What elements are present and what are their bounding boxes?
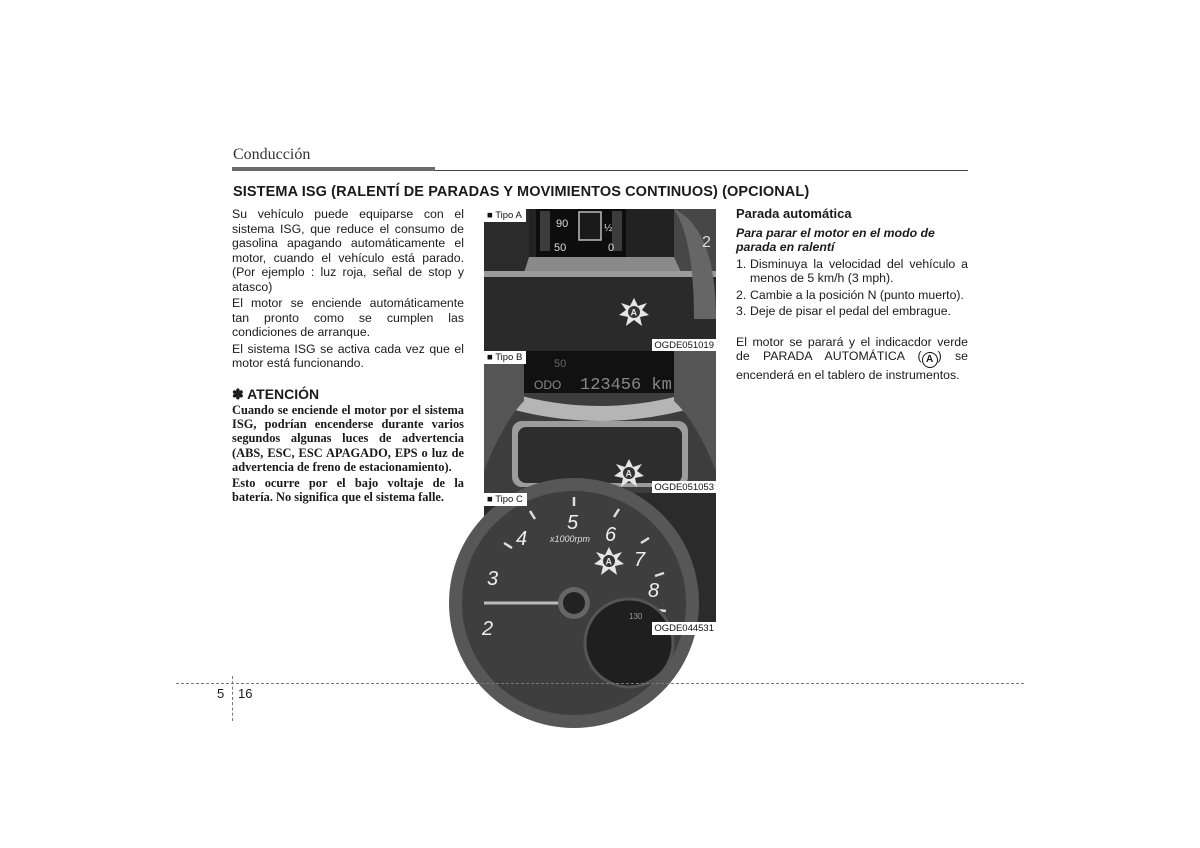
cluster-type-b-illustration	[484, 351, 716, 494]
attention-paragraph-2: Esto ocurre por el bajo voltaje de la batería. No significa que el sistema falle.	[232, 476, 464, 505]
activation-paragraph: El sistema ISG se activa cada vez que el motor está funcionando.	[232, 341, 464, 370]
figure-tipo-a	[484, 209, 716, 352]
list-item: 2. Cambie a la posición N (punto muerto).	[736, 287, 964, 302]
steps-list	[736, 257, 968, 319]
cluster-type-a-illustration	[484, 209, 716, 352]
svg-text:A: A	[630, 307, 637, 318]
right-column	[736, 207, 968, 383]
rpm-2: 2	[482, 618, 494, 640]
section-title: Conducción	[233, 146, 311, 163]
list-item: 3. Deje de pisar el pedal del embrague.	[736, 304, 951, 318]
auto-stop-paragraph: El motor se parará y el indicacdor verde de PARADA AUTOMÁTICA ( A ) se encenderá en el tablero de instrumentos.	[736, 334, 968, 382]
auto-stop-indicator-icon: A	[922, 352, 938, 368]
gauge-mark-90: 90	[556, 218, 569, 230]
gauge-mark-0: 0	[608, 242, 615, 254]
gauge-mark-50: 50	[554, 242, 567, 254]
svg-text:A: A	[605, 556, 612, 567]
header-rule	[435, 170, 968, 171]
rpm-3: 3	[487, 568, 499, 590]
list-item: 1. Disminuya la velocidad del vehículo a menos de 5 km/h (3 mph).	[736, 256, 968, 285]
footer-divider	[232, 676, 233, 721]
rpm-8: 8	[648, 580, 660, 602]
figure-tipo-b	[484, 351, 716, 494]
svg-text:A: A	[625, 468, 632, 479]
page-number: 16	[238, 686, 253, 701]
attention-paragraph-1: Cuando se enciende el motor por el sistema ISG, podrían encenderse durante varios segundos algunas luces de advertencia (ABS, ESC, ESC APAGADO, EPS o luz de advertencia de freno de estacionamiento).	[232, 403, 464, 474]
auto-stop-subheading: Para parar el motor en el modo de parada en ralentí	[736, 225, 935, 254]
odo-label: ODO	[534, 378, 562, 392]
footer-rule	[176, 683, 1024, 684]
gauge-mark-2: 2	[702, 234, 711, 251]
figure-tipo-c	[482, 493, 716, 640]
rpm-6: 6	[605, 524, 617, 546]
intro-paragraph: Su vehículo puede equiparse con el sistema ISG, que reduce el consumo de gasolina apagando automáticamente el motor, cuando el vehículo está parado. (Por ejemplo : luz roja, señal de stop y atasco)	[232, 207, 464, 294]
rpm-7: 7	[634, 549, 646, 571]
restart-paragraph: El motor se enciende automáticamente tan pronto como se cumplen las condiciones de arranque.	[232, 296, 464, 339]
rpm-unit: x1000rpm	[550, 534, 591, 544]
figure-code: OGDE044531	[654, 623, 714, 634]
odo-value: 123456 km	[580, 376, 672, 395]
attention-title: ✽ ATENCIÓN	[232, 385, 320, 402]
header-bar	[232, 167, 435, 171]
auto-stop-heading: Parada automática	[736, 206, 852, 221]
left-column	[232, 207, 464, 506]
speed-mark-130: 130	[629, 612, 643, 621]
odo-prefix: 50	[554, 358, 567, 370]
chapter-number: 5	[217, 686, 225, 701]
page-heading: SISTEMA ISG (RALENTÍ DE PARADAS Y MOVIMIENTOS CONTINUOS) (OPCIONAL)	[233, 184, 810, 200]
figure-tag: ■ Tipo C	[484, 493, 527, 506]
rpm-4: 4	[516, 528, 528, 550]
figure-code: OGDE051053	[654, 482, 714, 493]
tachometer-illustration	[482, 493, 716, 640]
figure-tag: ■ Tipo B	[484, 351, 526, 364]
rpm-5: 5	[567, 512, 579, 534]
gauge-mark-half: ½	[604, 223, 613, 234]
figure-code: OGDE051019	[654, 340, 714, 351]
figure-tag: ■ Tipo A	[484, 209, 526, 222]
